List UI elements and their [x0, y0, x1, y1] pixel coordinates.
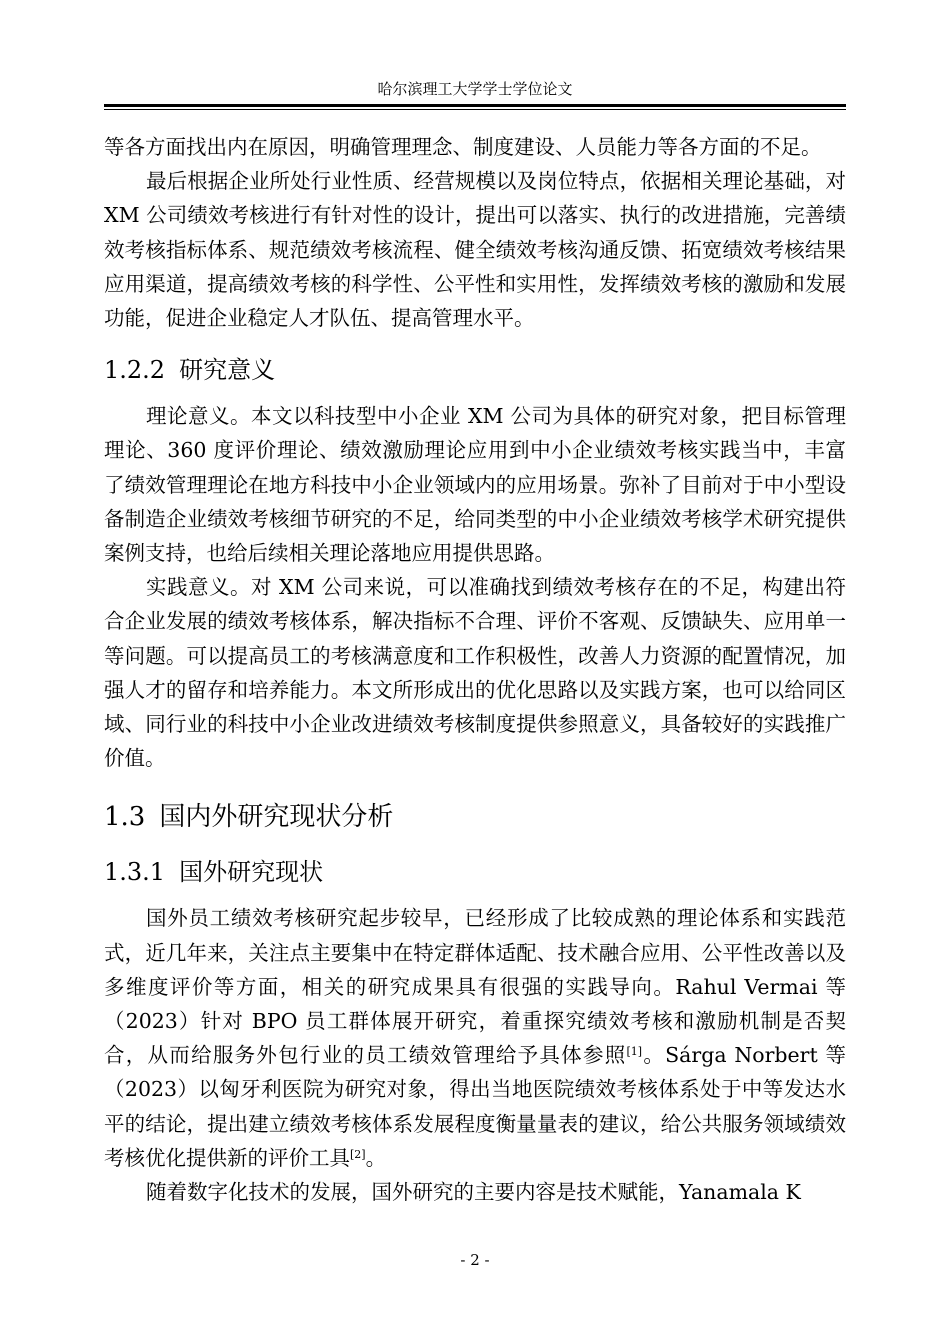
running-header: 哈尔滨理工大学学士学位论文	[377, 80, 573, 98]
paragraph-text: 。	[365, 1145, 387, 1170]
paragraph-theoretical-significance: 理论意义。本文以科技型中小企业 XM 公司为具体的研究对象，把目标管理理论、360 度评价理论、绩效激励理论应用到中小企业绩效考核实践当中，丰富了绩效管理理论在地方科技中小企业领域内的应用场景。弥补了目前对于中小型设备制造企业绩效考核细节研究的不足，给同类型的中小企业绩效考核学术研究提供案例支持，也给后续相关理论落地应用提供思路。	[104, 404, 846, 566]
header-rule-thick	[104, 104, 846, 107]
page-body	[104, 130, 846, 1209]
page-number: - 2 -	[460, 1251, 490, 1269]
paragraph-text: 。Sárga Norbert 等（2023）以匈牙利医院为研究对象，得出当地医院绩效考核体系处于中等发达水平的结论，提出建立绩效考核体系发展程度衡量量表的建议，给公共服务领域绩效考核优化提供新的评价工具	[104, 1043, 846, 1170]
paragraph-practical-significance: 实践意义。对 XM 公司来说，可以准确找到绩效考核存在的不足，构建出符合企业发展的绩效考核体系，解决指标不合理、评价不客观、反馈缺失、应用单一等问题。可以提高员工的考核满意度和工作积极性，改善人力资源的配置情况，加强人才的留存和培养能力。本文所形成出的优化思路以及实践方案，也可以给同区域、同行业的科技中小企业改进绩效考核制度提供参照意义，具备较好的实践推广价值。	[104, 575, 846, 771]
paragraph-digital-tech: 随着数字化技术的发展，国外研究的主要内容是技术赋能，Yanamala K	[146, 1180, 801, 1205]
section-number: 1.2.2	[104, 356, 166, 385]
citation-ref-1[interactable]: [1]	[626, 1045, 643, 1059]
section-heading-1-3	[104, 801, 846, 833]
header-rule-thin	[104, 109, 846, 110]
citation-ref-2[interactable]: [2]	[350, 1147, 366, 1161]
section-number: 1.3	[104, 802, 146, 833]
section-title: 研究意义	[179, 356, 276, 385]
paragraph-text: 国外员工绩效考核研究起步较早，已经形成了比较成熟的理论体系和实践范式，近几年来，关注点主要集中在特定群体适配、技术融合应用、公平性改善以及多维度评价等方面，相关的研究成果具有很强的实践导向。Rahul Vermai 等（2023）针对 BPO 员工群体展开研究，着重探究绩效考核和激励机制是否契合，从而给服务外包行业的员工绩效管理给予具体参照	[104, 906, 846, 1068]
section-heading-1-3-1	[104, 857, 846, 887]
section-title: 国外研究现状	[179, 858, 324, 887]
section-heading-1-2-2	[104, 355, 846, 385]
section-title: 国内外研究现状分析	[159, 802, 394, 833]
paragraph-foreign-research	[104, 901, 846, 1175]
section-number: 1.3.1	[104, 858, 166, 887]
paragraph-continuation: 等各方面找出内在原因，明确管理理念、制度建设、人员能力等各方面的不足。	[104, 135, 822, 159]
paragraph-design-summary: 最后根据企业所处行业性质、经营规模以及岗位特点，依据相关理论基础，对 XM 公司绩效考核进行有针对性的设计，提出可以落实、执行的改进措施，完善绩效考核指标体系、规范绩效考核流程、健全绩效考核沟通反馈、拓宽绩效考核结果应用渠道，提高绩效考核的科学性、公平性和实用性，发挥绩效考核的激励和发展功能，促进企业稳定人才队伍、提高管理水平。	[104, 169, 846, 331]
